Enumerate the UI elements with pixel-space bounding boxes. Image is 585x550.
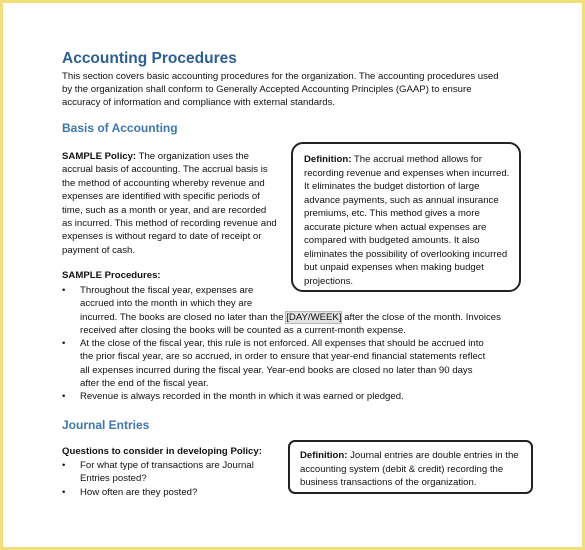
list-item: • How often are they posted? [62, 486, 282, 499]
definition-label: Definition: [300, 450, 348, 461]
list-item [62, 284, 502, 337]
definition-text: Journal entries are double entries in the accounting system (debit & credit) recording the business transactions of the organization. [300, 450, 519, 488]
procedure-line-1: Throughout the fiscal year, expenses are [80, 285, 254, 296]
basis-heading: Basis of Accounting [62, 121, 178, 135]
intro-paragraph: This section covers basic accounting procedures for the organization. The accounting procedures used by the organization shall conform to Generally Accepted Accounting Principles (GAAP) to ensure accuracy of information and compliance with external standards. [62, 71, 499, 108]
definition-label: Definition: [304, 154, 352, 165]
procedure-text-after: after the close of the month. Invoices received after closing the books will be counted as a current-month expense. [80, 311, 501, 336]
procedure-text-before: incurred. The books are closed no later than the [80, 311, 287, 323]
procedures-list [62, 284, 502, 404]
questions-list [62, 459, 282, 499]
day-week-placeholder: [DAY/WEEK] [286, 311, 342, 323]
sample-policy [62, 150, 277, 257]
list-item: • At the close of the fiscal year, this rule is not enforced. All expenses that should be accrued into the prior fiscal year, are so accrued, in order to ensure that year-end financial statements reflect all expenses incurred during the fiscal year. Year-end books are closed no later than 90 days after the end of the fiscal year. [62, 337, 490, 390]
page-title: Accounting Procedures [62, 50, 237, 67]
policy-label: SAMPLE Policy: [62, 151, 137, 162]
journal-heading: Journal Entries [62, 418, 150, 432]
procedure-line-2: accrued into the month in which they are [80, 298, 253, 310]
procedures-label: SAMPLE Procedures: [62, 270, 161, 281]
questions-label: Questions to consider in developing Policy: [62, 446, 262, 457]
list-item: • Revenue is always recorded in the month in which it was earned or pledged. [62, 390, 490, 403]
policy-text: The organization uses the accrual basis of accounting. The accrual basis is the method of accounting whereby revenue and expenses are identified with specific periods of time, such as a month or year, and are recorded as incurred. This method of recording revenue and expenses is without regard to date of receipt or payment of cash. [62, 151, 277, 256]
list-item: • For what type of transactions are Journal Entries posted? [62, 459, 270, 486]
definition-text: The accrual method allows for recording revenue and expenses when incurred. It eliminates the budget distortion of large advance payments, such as annual insurance premiums, etc. This method gives a more accurate picture when actual expenses are compared with budgeted amounts. It also eliminates the possibility of overlooking incurred but unpaid expenses when making budget projections. [304, 154, 510, 287]
accrual-definition-box [291, 142, 521, 292]
journal-definition-box [288, 440, 533, 494]
